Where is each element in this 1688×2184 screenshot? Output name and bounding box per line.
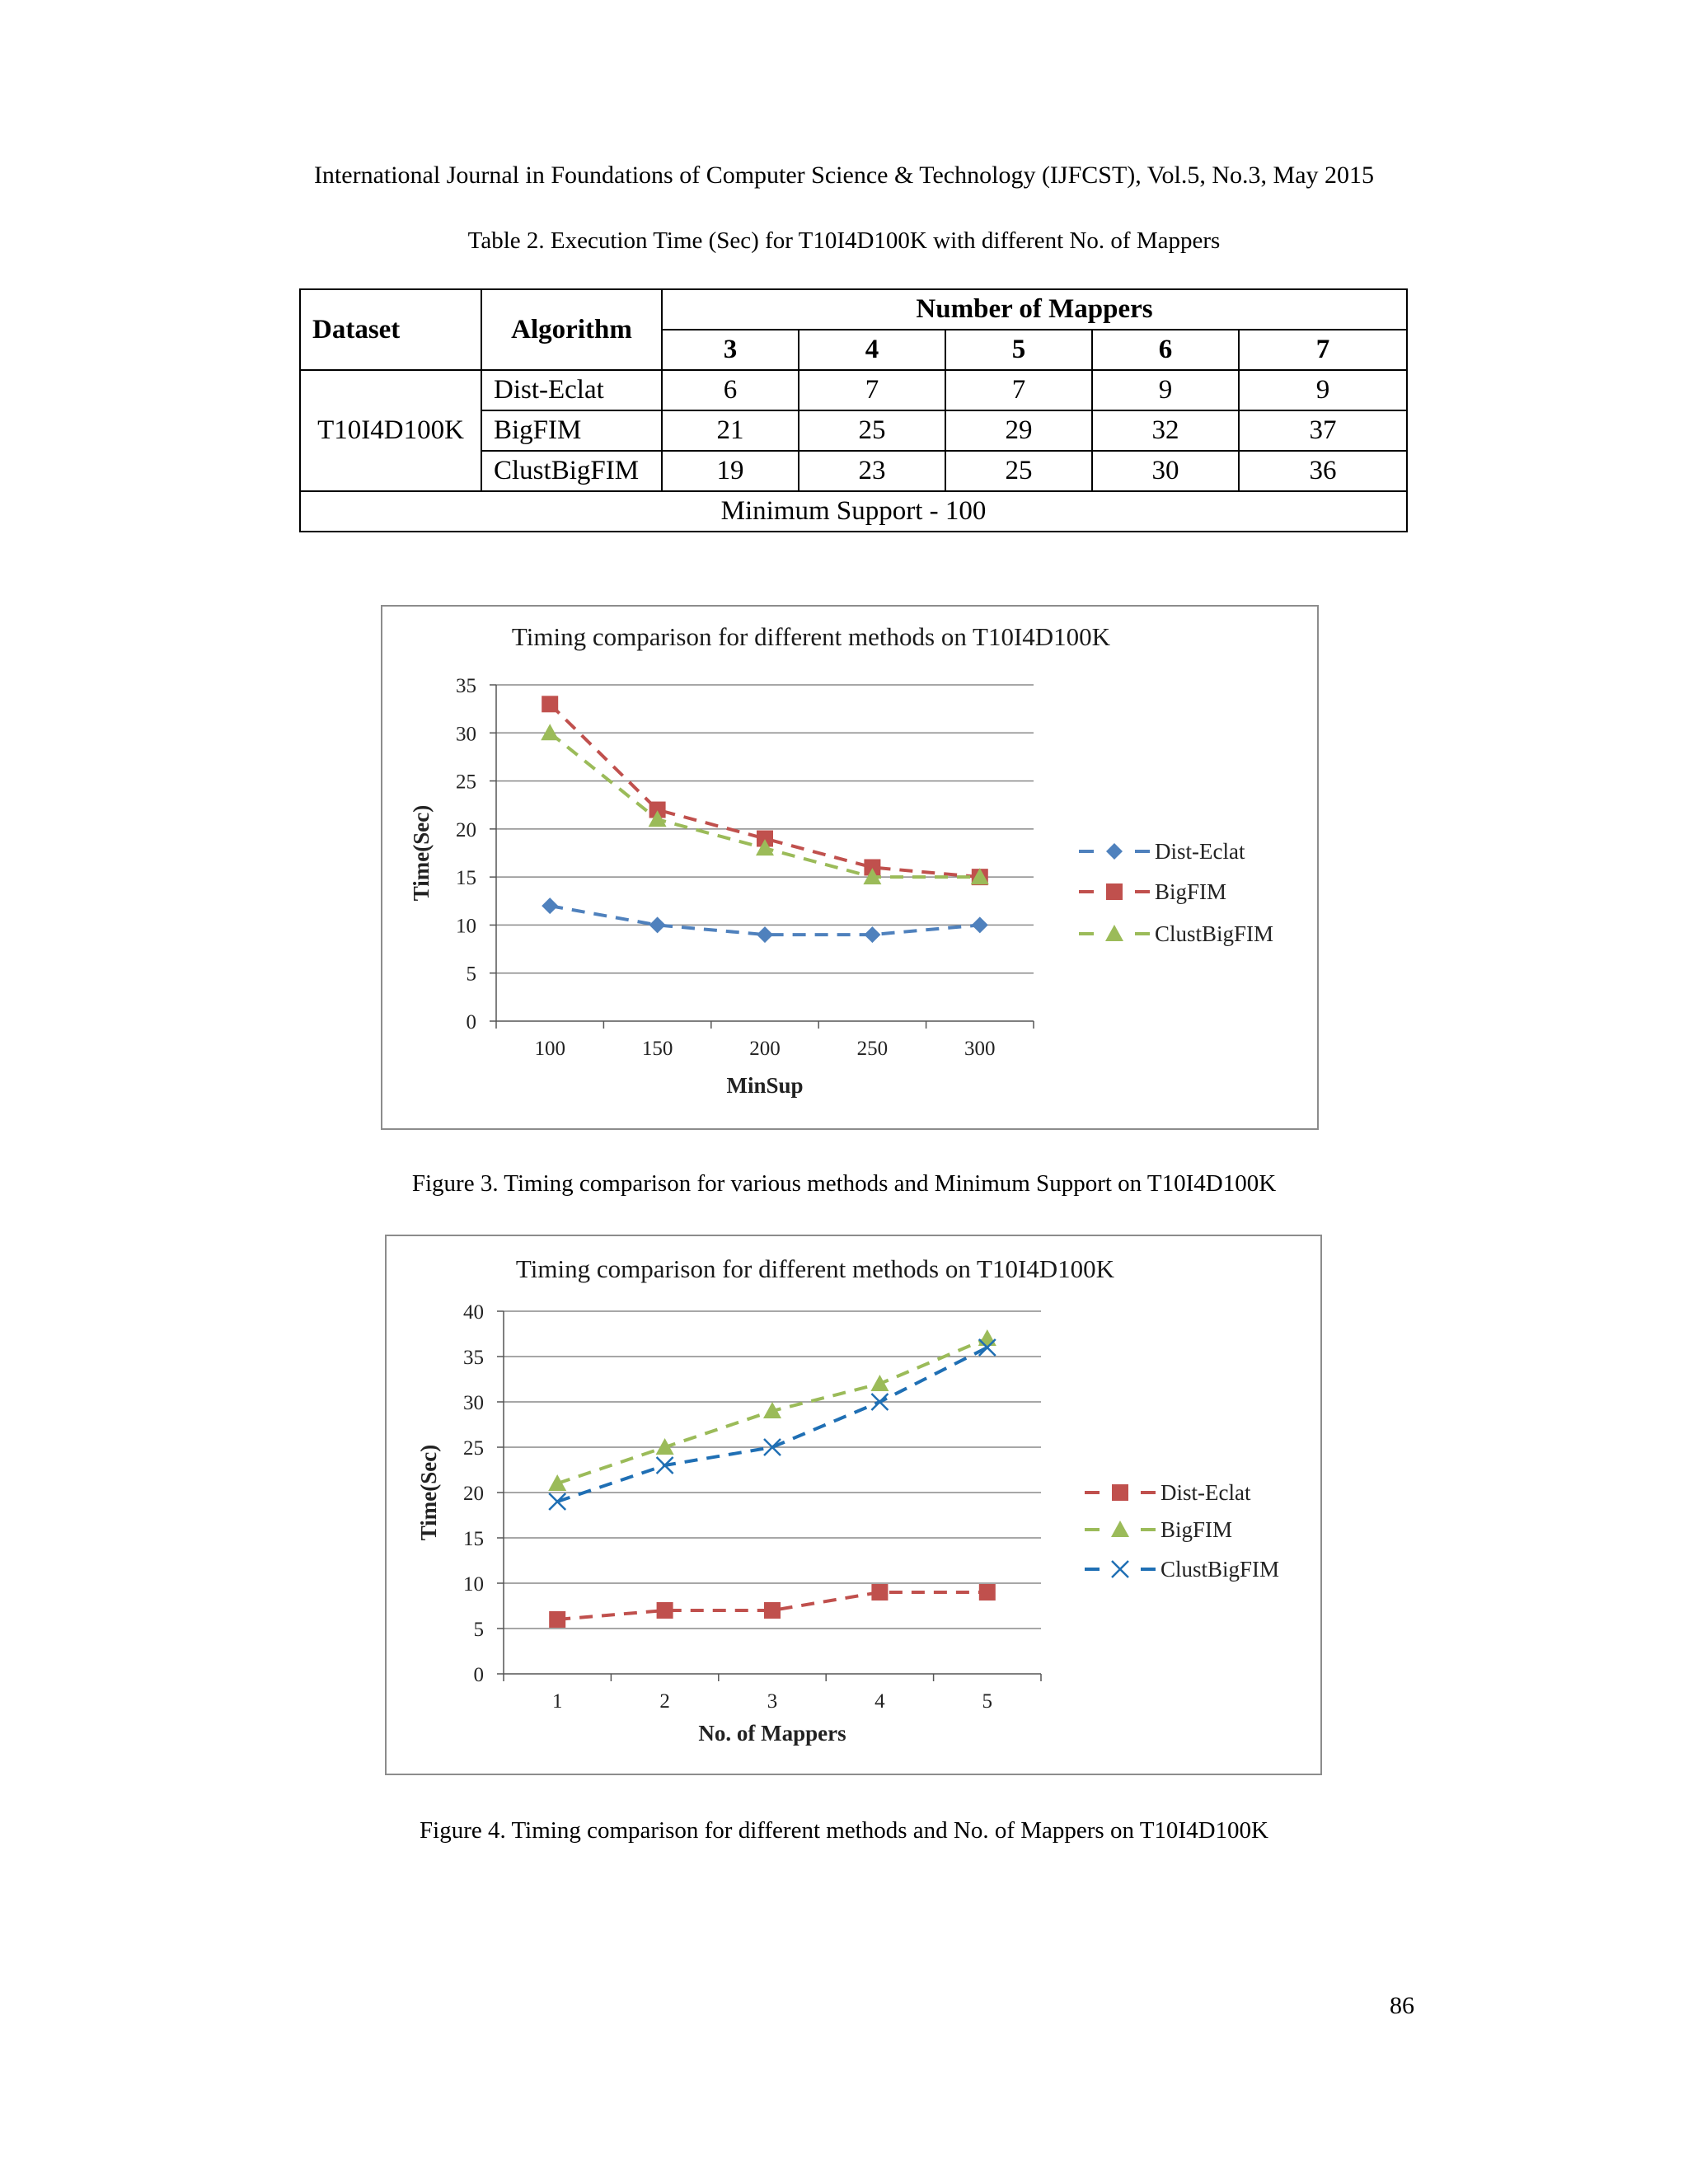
data-point bbox=[972, 916, 988, 933]
y-axis-label: Time(Sec) bbox=[409, 804, 434, 902]
table-cell: 37 bbox=[1239, 410, 1407, 451]
x-tick-label: 300 bbox=[964, 1038, 996, 1060]
header-number-of-mappers: Number of Mappers bbox=[662, 289, 1407, 330]
y-tick-label: 0 bbox=[466, 1011, 476, 1033]
data-point bbox=[549, 1493, 565, 1510]
x-tick-label: 200 bbox=[749, 1038, 781, 1060]
header-dataset: Dataset bbox=[300, 289, 481, 370]
series-line-clustbigfim bbox=[557, 1347, 987, 1502]
figure-3-frame bbox=[381, 605, 1319, 1130]
y-axis-label: Time(Sec) bbox=[416, 1444, 441, 1541]
data-point bbox=[549, 1611, 565, 1628]
y-tick-label: 40 bbox=[463, 1301, 484, 1324]
legend-marker bbox=[1106, 843, 1123, 860]
legend-label: ClustBigFIM bbox=[1155, 921, 1274, 946]
table-cell: 23 bbox=[799, 451, 945, 491]
x-tick-label: 2 bbox=[659, 1690, 670, 1713]
y-tick-label: 15 bbox=[463, 1528, 484, 1550]
x-tick-label: 1 bbox=[551, 1690, 563, 1713]
mapper-count-header: 5 bbox=[945, 330, 1092, 370]
table-cell: 32 bbox=[1092, 410, 1239, 451]
legend-label: Dist-Eclat bbox=[1160, 1480, 1251, 1505]
y-tick-label: 35 bbox=[463, 1347, 484, 1369]
table-cell: 7 bbox=[799, 370, 945, 410]
x-tick-label: 4 bbox=[874, 1690, 885, 1713]
figure-4-caption: Figure 4. Timing comparison for different methods and No. of Mappers on T10I4D100K bbox=[420, 1817, 1268, 1844]
mapper-count-header: 7 bbox=[1239, 330, 1407, 370]
table-cell: 6 bbox=[662, 370, 799, 410]
y-tick-label: 20 bbox=[463, 1483, 484, 1505]
y-tick-label: 10 bbox=[463, 1573, 484, 1596]
figure-4-chart bbox=[387, 1236, 1320, 1774]
header-algorithm: Algorithm bbox=[481, 289, 662, 370]
table-cell: 9 bbox=[1239, 370, 1407, 410]
data-point bbox=[979, 1584, 996, 1601]
chart-title: Timing comparison for different methods on T10I4D100K bbox=[511, 622, 1111, 651]
table-cell: 25 bbox=[945, 451, 1092, 491]
journal-header: International Journal in Foundations of Computer Science & Technology (IJFCST), Vol.5, No.3, May 2015 bbox=[313, 162, 1375, 189]
table-cell: 30 bbox=[1092, 451, 1239, 491]
y-tick-label: 15 bbox=[456, 867, 476, 890]
table-cell: 36 bbox=[1239, 451, 1407, 491]
figure-4-frame bbox=[385, 1235, 1322, 1775]
x-tick-label: 3 bbox=[767, 1690, 778, 1713]
algorithm-cell: Dist-Eclat bbox=[481, 370, 662, 410]
x-tick-label: 100 bbox=[534, 1038, 565, 1060]
data-point bbox=[864, 926, 880, 943]
y-tick-label: 5 bbox=[473, 1619, 484, 1641]
data-point bbox=[757, 926, 773, 943]
y-tick-label: 35 bbox=[456, 675, 476, 697]
table-cell: 19 bbox=[662, 451, 799, 491]
x-tick-label: 5 bbox=[982, 1690, 993, 1713]
y-tick-label: 25 bbox=[463, 1437, 484, 1460]
execution-time-table bbox=[299, 288, 1408, 532]
data-point bbox=[542, 696, 558, 712]
x-axis-label: No. of Mappers bbox=[698, 1721, 846, 1746]
table-cell: 25 bbox=[799, 410, 945, 451]
figure-3-chart bbox=[382, 607, 1317, 1128]
x-axis-label: MinSup bbox=[726, 1073, 804, 1098]
algorithm-cell: BigFIM bbox=[481, 410, 662, 451]
y-tick-label: 30 bbox=[463, 1392, 484, 1414]
mapper-count-header: 6 bbox=[1092, 330, 1239, 370]
legend-marker bbox=[1105, 925, 1123, 941]
dataset-cell: T10I4D100K bbox=[300, 370, 481, 491]
data-point bbox=[541, 724, 559, 740]
mapper-count-header: 4 bbox=[799, 330, 945, 370]
y-tick-label: 20 bbox=[456, 818, 476, 841]
y-tick-label: 10 bbox=[456, 915, 476, 938]
legend-label: ClustBigFIM bbox=[1160, 1557, 1280, 1582]
legend-marker bbox=[1112, 1484, 1128, 1501]
legend-label: BigFIM bbox=[1160, 1517, 1233, 1542]
y-tick-label: 0 bbox=[473, 1664, 484, 1686]
y-tick-label: 5 bbox=[466, 963, 476, 986]
legend-label: Dist-Eclat bbox=[1155, 839, 1245, 864]
x-tick-label: 150 bbox=[641, 1038, 673, 1060]
algorithm-cell: ClustBigFIM bbox=[481, 451, 662, 491]
legend-marker bbox=[1106, 883, 1123, 900]
data-point bbox=[542, 898, 558, 914]
table-cell: 9 bbox=[1092, 370, 1239, 410]
legend-label: BigFIM bbox=[1155, 879, 1227, 904]
page-number: 86 bbox=[1390, 1992, 1414, 2019]
x-tick-label: 250 bbox=[856, 1038, 889, 1060]
legend-marker bbox=[1111, 1521, 1129, 1537]
data-point bbox=[657, 1602, 673, 1619]
table-cell: 7 bbox=[945, 370, 1092, 410]
data-point bbox=[871, 1584, 888, 1601]
data-point bbox=[649, 916, 666, 933]
mapper-count-header: 3 bbox=[662, 330, 799, 370]
figure-3-caption: Figure 3. Timing comparison for various methods and Minimum Support on T10I4D100K bbox=[411, 1170, 1277, 1197]
data-point bbox=[764, 1602, 781, 1619]
data-point bbox=[978, 1329, 996, 1346]
table-cell: 29 bbox=[945, 410, 1092, 451]
table-footer-min-support: Minimum Support - 100 bbox=[300, 491, 1407, 532]
table-cell: 21 bbox=[662, 410, 799, 451]
legend-marker bbox=[1112, 1561, 1128, 1577]
y-tick-label: 25 bbox=[456, 771, 476, 794]
data-point bbox=[870, 1375, 889, 1391]
y-tick-label: 30 bbox=[456, 723, 476, 746]
chart-title: Timing comparison for different methods on T10I4D100K bbox=[515, 1254, 1115, 1283]
table-caption: Table 2. Execution Time (Sec) for T10I4D100K with different No. of Mappers bbox=[467, 227, 1221, 254]
